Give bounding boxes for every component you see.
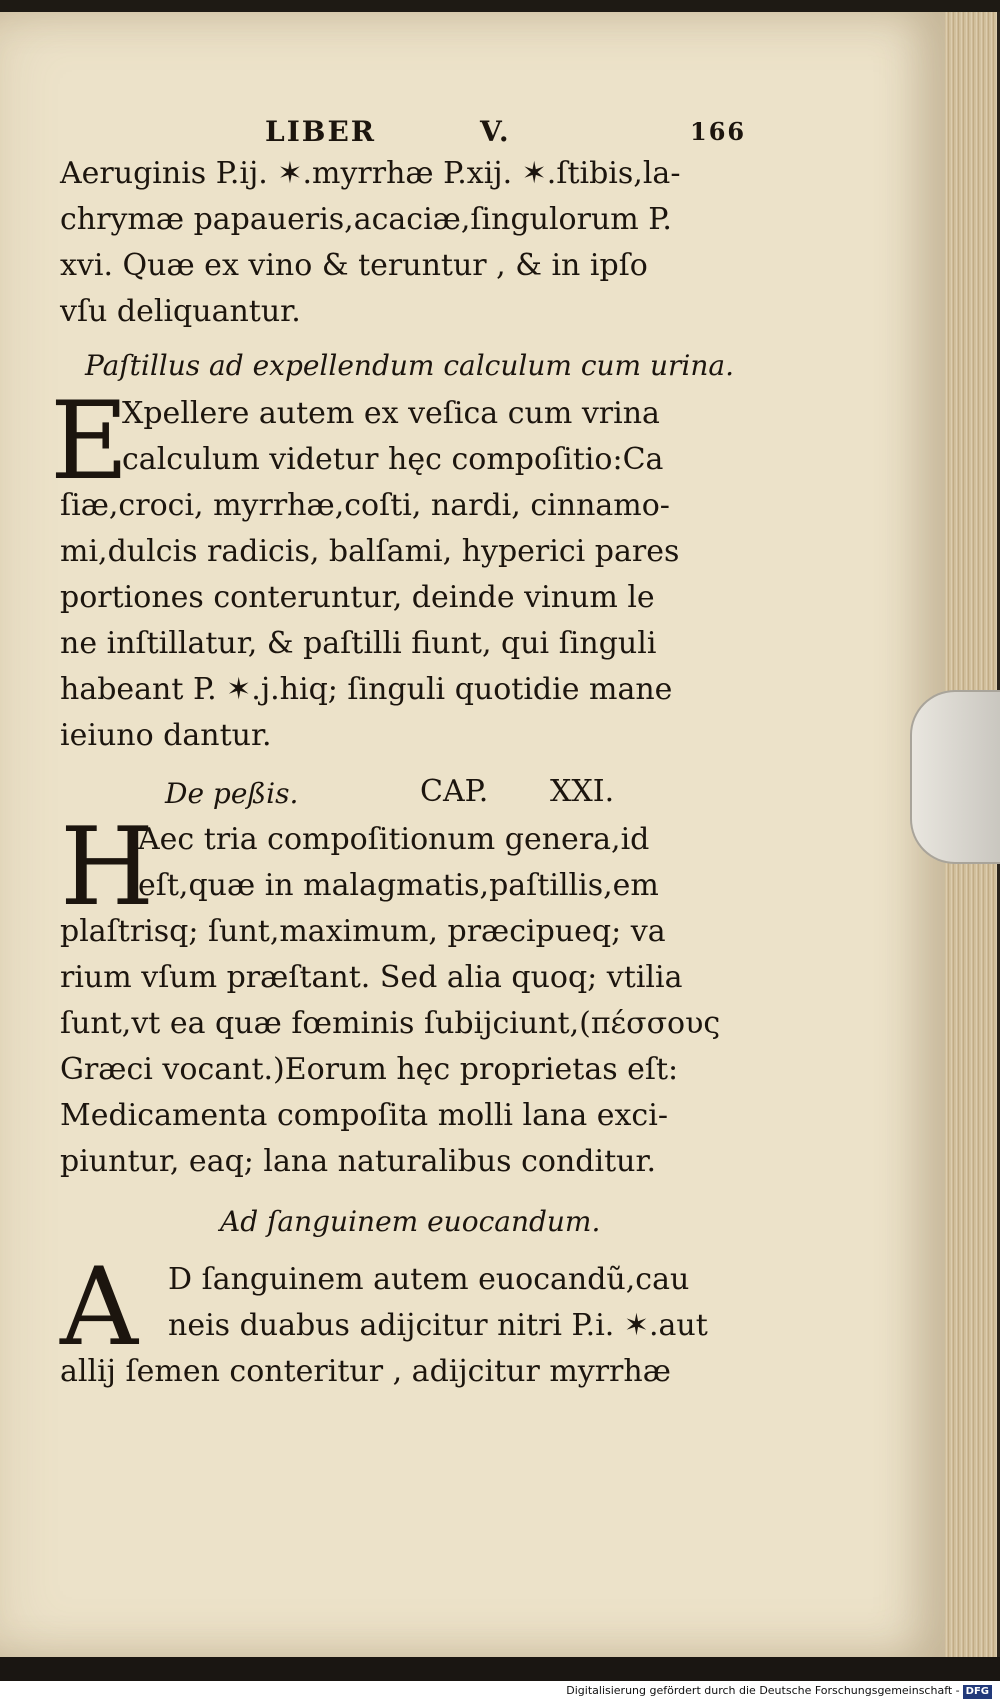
text-line: chrymæ papaueris,acaciæ,ſingulorum P. — [60, 202, 672, 237]
running-head-book-number: V. — [480, 115, 511, 148]
drop-cap-h: H — [60, 805, 155, 930]
funding-note: Digitalisierung gefördert durch die Deutsche Forschungsgemeinschaft - — [566, 1684, 960, 1697]
text-line: neis duabus adijcitur nitri P.i. ✶.aut — [168, 1308, 708, 1343]
drop-cap-e: E — [50, 379, 129, 504]
dfg-logo: DFG — [963, 1685, 992, 1699]
text-line: eſt,quæ in malagmatis,paſtillis,em — [138, 868, 659, 903]
text-line: Aec tria compoſitionum genera,id — [138, 822, 650, 857]
text-line: Aeruginis P.ij. ✶.myrrhæ P.xij. ✶.ſtibis,la- — [60, 156, 681, 191]
text-line: xvi. Quæ ex vino & teruntur , & in ipſo — [60, 248, 648, 283]
funding-footer — [0, 1681, 1000, 1700]
text-line: rium vſum præſtant. Sed alia quoq; vtilia — [60, 960, 683, 995]
text-line: Xpellere autem ex veſica cum vrina — [122, 396, 660, 431]
chapter-label: CAP. — [420, 774, 489, 809]
book-page — [0, 12, 945, 1657]
text-line: plaſtrisq; ſunt,maximum, præcipueq; va — [60, 914, 666, 949]
running-head-liber: LIBER — [265, 115, 377, 148]
scan-top-border — [0, 0, 1000, 12]
page-clip — [910, 690, 1000, 864]
scan-bottom-border — [0, 1657, 1000, 1681]
text-line: vſu deliquantur. — [60, 294, 301, 329]
text-line: habeant P. ✶.j.hiq; ſinguli quotidie mane — [60, 672, 673, 707]
text-line: portiones conteruntur, deinde vinum le — [60, 580, 655, 615]
chapter-number: XXI. — [550, 774, 615, 809]
text-line: Medicamenta compoſita molli lana exci- — [60, 1098, 668, 1133]
chapter-title: De peßis. — [165, 777, 299, 810]
text-line: allij ſemen conteritur , adijcitur myrrhæ — [60, 1354, 671, 1389]
text-line: D ſanguinem autem euocandũ,cau — [168, 1262, 690, 1297]
text-line: ieiuno dantur. — [60, 718, 272, 753]
text-line: Græci vocant.)Eorum hęc proprietas eſt: — [60, 1052, 679, 1087]
text-line: mi,dulcis radicis, balſami, hyperici pares — [60, 534, 680, 569]
drop-cap-a: A — [60, 1245, 138, 1370]
text-line: calculum videtur hęc compoſitio:Ca — [122, 442, 664, 477]
text-line: ſiæ,croci, myrrhæ,coſti, nardi, cinnamo- — [60, 488, 670, 523]
text-line: ſunt,vt ea quæ fœminis ſubijciunt,(πέσσους — [60, 1006, 721, 1041]
folio-number: 166 — [690, 117, 747, 146]
text-line: piuntur, eaq; lana naturalibus conditur. — [60, 1144, 657, 1179]
text-line: ne inſtillatur, & paſtilli fiunt, qui ſinguli — [60, 626, 657, 661]
section-heading: Paſtillus ad expellendum calculum cum urina. — [85, 349, 735, 382]
section-heading: Ad ſanguinem euocandum. — [220, 1205, 601, 1238]
